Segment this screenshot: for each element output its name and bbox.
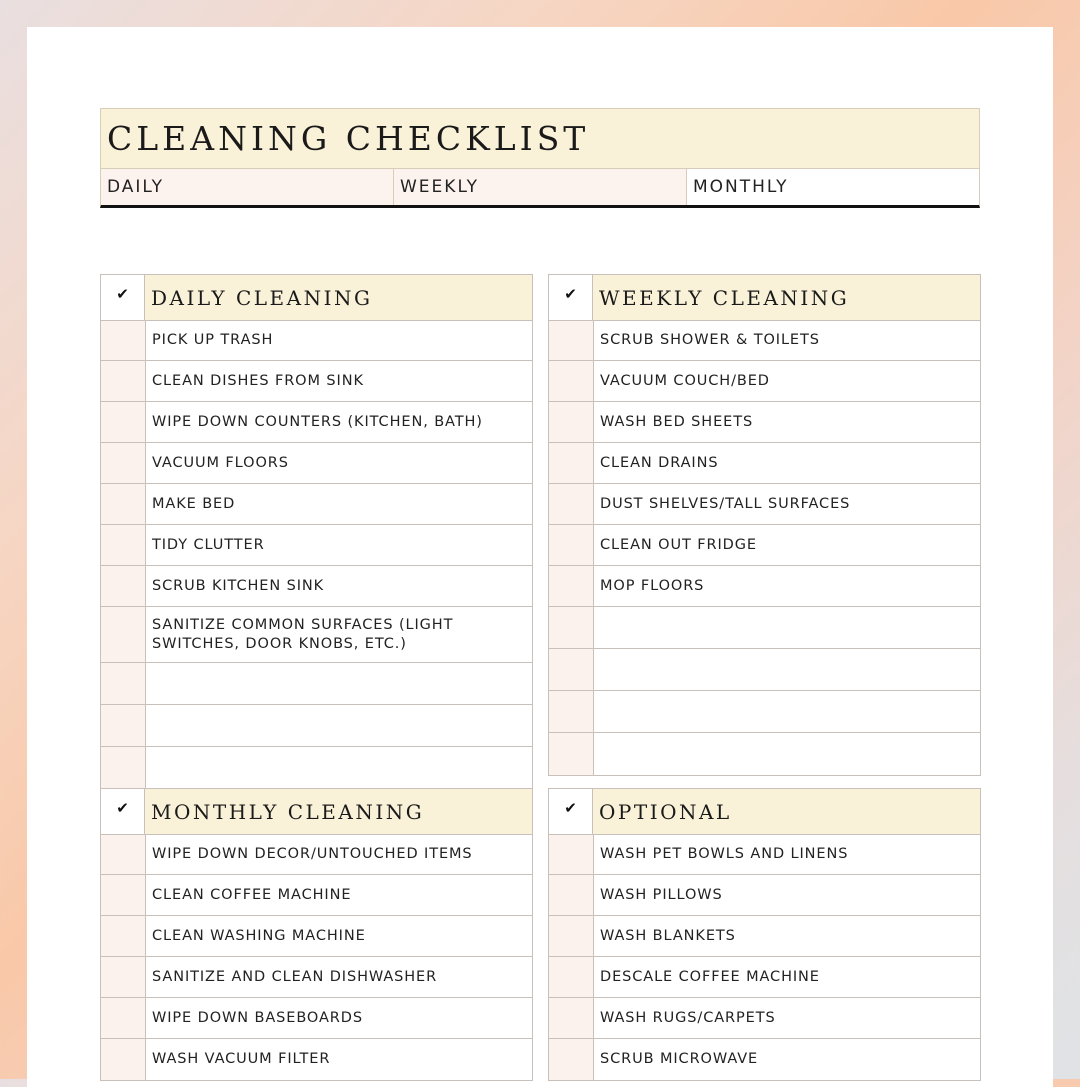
- frequency-weekly[interactable]: WEEKLY: [394, 169, 687, 205]
- checkbox[interactable]: [101, 484, 146, 524]
- checklist-row: [101, 663, 532, 705]
- frequency-row: [100, 169, 980, 208]
- checklist-item-text[interactable]: [594, 733, 980, 775]
- checklist-row: [101, 361, 532, 402]
- checklist-item-text[interactable]: WIPE DOWN COUNTERS (KITCHEN, BATH): [152, 413, 483, 430]
- checkbox[interactable]: [549, 443, 594, 483]
- checklist-row: [101, 705, 532, 747]
- checkbox[interactable]: [101, 998, 146, 1038]
- checkbox[interactable]: [101, 916, 146, 956]
- checklist-row: [101, 607, 532, 663]
- checklist-item-text[interactable]: SCRUB SHOWER & TOILETS: [600, 332, 820, 348]
- checklist-item-text[interactable]: PICK UP TRASH: [152, 332, 274, 348]
- checkbox[interactable]: [549, 361, 594, 401]
- checklist-row: [549, 835, 980, 875]
- checklist-row: [101, 747, 532, 789]
- checklist-row: [549, 566, 980, 607]
- checklist-row: [101, 566, 532, 607]
- checkbox[interactable]: [101, 402, 146, 442]
- checklist-row: [101, 443, 532, 484]
- checkbox[interactable]: [549, 835, 594, 874]
- check-mark-icon: ✔: [101, 275, 145, 320]
- checklist-row: [549, 321, 980, 361]
- checkbox[interactable]: [101, 1039, 146, 1080]
- checkbox[interactable]: [101, 321, 146, 360]
- checklist-item-text[interactable]: [594, 691, 980, 732]
- checkbox[interactable]: [549, 607, 594, 648]
- section-title: DAILY CLEANING: [145, 275, 532, 320]
- checklist-item-text[interactable]: WASH VACUUM FILTER: [152, 1051, 331, 1067]
- checkbox[interactable]: [549, 321, 594, 360]
- checklist-item-text[interactable]: VACUUM COUCH/BED: [600, 372, 770, 389]
- frequency-monthly[interactable]: MONTHLY: [693, 177, 789, 197]
- checklist-item-text[interactable]: MOP FLOORS: [600, 577, 705, 594]
- checklist-row: [549, 443, 980, 484]
- checklist-item-text[interactable]: [146, 663, 532, 704]
- checkbox[interactable]: [101, 443, 146, 483]
- checklist-item-text[interactable]: TIDY CLUTTER: [152, 536, 265, 553]
- checkbox[interactable]: [101, 607, 146, 662]
- checklist-row: [549, 607, 980, 649]
- checklist-item-text[interactable]: SANITIZE AND CLEAN DISHWASHER: [152, 968, 438, 985]
- checklist-row: [101, 525, 532, 566]
- checkbox[interactable]: [549, 957, 594, 997]
- checklist-row: [101, 916, 532, 957]
- checkbox[interactable]: [101, 875, 146, 915]
- checklist-row: [549, 875, 980, 916]
- checklist-row: [549, 957, 980, 998]
- checklist-item-text[interactable]: CLEAN OUT FRIDGE: [600, 536, 757, 553]
- section-title: MONTHLY CLEANING: [145, 789, 532, 834]
- checkbox[interactable]: [549, 691, 594, 732]
- check-mark-icon: ✔: [549, 275, 593, 320]
- checklist-item-text[interactable]: CLEAN DISHES FROM SINK: [152, 372, 364, 389]
- checklist-item-text[interactable]: DESCALE COFFEE MACHINE: [600, 968, 820, 985]
- checklist-row: [549, 484, 980, 525]
- checklist-item-text[interactable]: WIPE DOWN DECOR/UNTOUCHED ITEMS: [152, 846, 473, 862]
- checklist-row: [549, 525, 980, 566]
- checklist-item-text[interactable]: DUST SHELVES/TALL SURFACES: [600, 495, 851, 512]
- checklist-item-text[interactable]: [594, 607, 980, 648]
- checkbox[interactable]: [101, 835, 146, 874]
- checklist-item-text[interactable]: WASH BED SHEETS: [600, 413, 754, 430]
- checklist-item-text[interactable]: WIPE DOWN BASEBOARDS: [152, 1009, 363, 1026]
- checkbox[interactable]: [549, 998, 594, 1038]
- checklist-row: [101, 998, 532, 1039]
- checkbox[interactable]: [101, 663, 146, 704]
- checklist-item-text[interactable]: WASH PET BOWLS AND LINENS: [600, 846, 849, 862]
- checkbox[interactable]: [549, 649, 594, 690]
- checklist-item-text[interactable]: CLEAN WASHING MACHINE: [152, 927, 366, 944]
- checkbox[interactable]: [549, 1039, 594, 1080]
- checkbox[interactable]: [549, 916, 594, 956]
- weekly-cleaning-section: [548, 274, 981, 776]
- checklist-row: [549, 691, 980, 733]
- title-row: [100, 108, 980, 169]
- checklist-row: [101, 875, 532, 916]
- section-header: [101, 275, 532, 321]
- checkbox[interactable]: [549, 875, 594, 915]
- checklist-sheet: [27, 27, 1053, 1087]
- checkbox[interactable]: [549, 733, 594, 775]
- checkbox[interactable]: [549, 525, 594, 565]
- checkbox[interactable]: [101, 705, 146, 746]
- frequency-daily[interactable]: DAILY: [101, 169, 394, 205]
- checklist-row: [549, 1039, 980, 1080]
- checklist-item-text[interactable]: MAKE BED: [152, 495, 236, 512]
- checklist-item-text[interactable]: [594, 649, 980, 690]
- checklist-item-text[interactable]: VACUUM FLOORS: [152, 454, 289, 471]
- check-mark-icon: ✔: [549, 789, 593, 834]
- checklist-row: [549, 916, 980, 957]
- section-title: OPTIONAL: [593, 789, 980, 834]
- checkbox[interactable]: [101, 747, 146, 789]
- checklist-item-text[interactable]: SCRUB KITCHEN SINK: [152, 577, 325, 594]
- checkbox[interactable]: [101, 566, 146, 606]
- checklist-item-text[interactable]: WASH BLANKETS: [600, 927, 736, 944]
- checklist-row: [549, 402, 980, 443]
- checklist-item-text[interactable]: CLEAN COFFEE MACHINE: [152, 886, 352, 903]
- section-header: [549, 275, 980, 321]
- checklist-row: [549, 361, 980, 402]
- checklist-row: [549, 998, 980, 1039]
- checkbox[interactable]: [101, 525, 146, 565]
- monthly-cleaning-section: [100, 788, 533, 1081]
- checklist-row: [101, 835, 532, 875]
- daily-cleaning-section: [100, 274, 533, 790]
- checklist-item-text[interactable]: WASH RUGS/CARPETS: [600, 1009, 776, 1026]
- checklist-item-text[interactable]: [146, 747, 532, 789]
- checklist-item-text[interactable]: [146, 705, 532, 746]
- checkbox[interactable]: [101, 957, 146, 997]
- optional-section: [548, 788, 981, 1081]
- checklist-item-text[interactable]: CLEAN DRAINS: [600, 454, 719, 471]
- checklist-row: [549, 649, 980, 691]
- checklist-item-text[interactable]: SANITIZE COMMON SURFACES (LIGHT SWITCHES, DOOR KNOBS, ETC.): [152, 616, 454, 652]
- checklist-row: [101, 402, 532, 443]
- checklist-row: [101, 321, 532, 361]
- checklist-item-text[interactable]: SCRUB MICROWAVE: [600, 1051, 759, 1067]
- checklist-row: [101, 1039, 532, 1080]
- section-header: [101, 789, 532, 835]
- page-title: CLEANING CHECKLIST: [107, 119, 590, 158]
- checklist-row: [549, 733, 980, 775]
- checklist-item-text[interactable]: WASH PILLOWS: [600, 886, 723, 903]
- checkbox[interactable]: [549, 402, 594, 442]
- section-header: [549, 789, 980, 835]
- checkbox[interactable]: [549, 484, 594, 524]
- checklist-row: [101, 957, 532, 998]
- checkbox[interactable]: [101, 361, 146, 401]
- checklist-row: [101, 484, 532, 525]
- check-mark-icon: ✔: [101, 789, 145, 834]
- section-title: WEEKLY CLEANING: [593, 275, 980, 320]
- checkbox[interactable]: [549, 566, 594, 606]
- checklist-header: [100, 108, 980, 208]
